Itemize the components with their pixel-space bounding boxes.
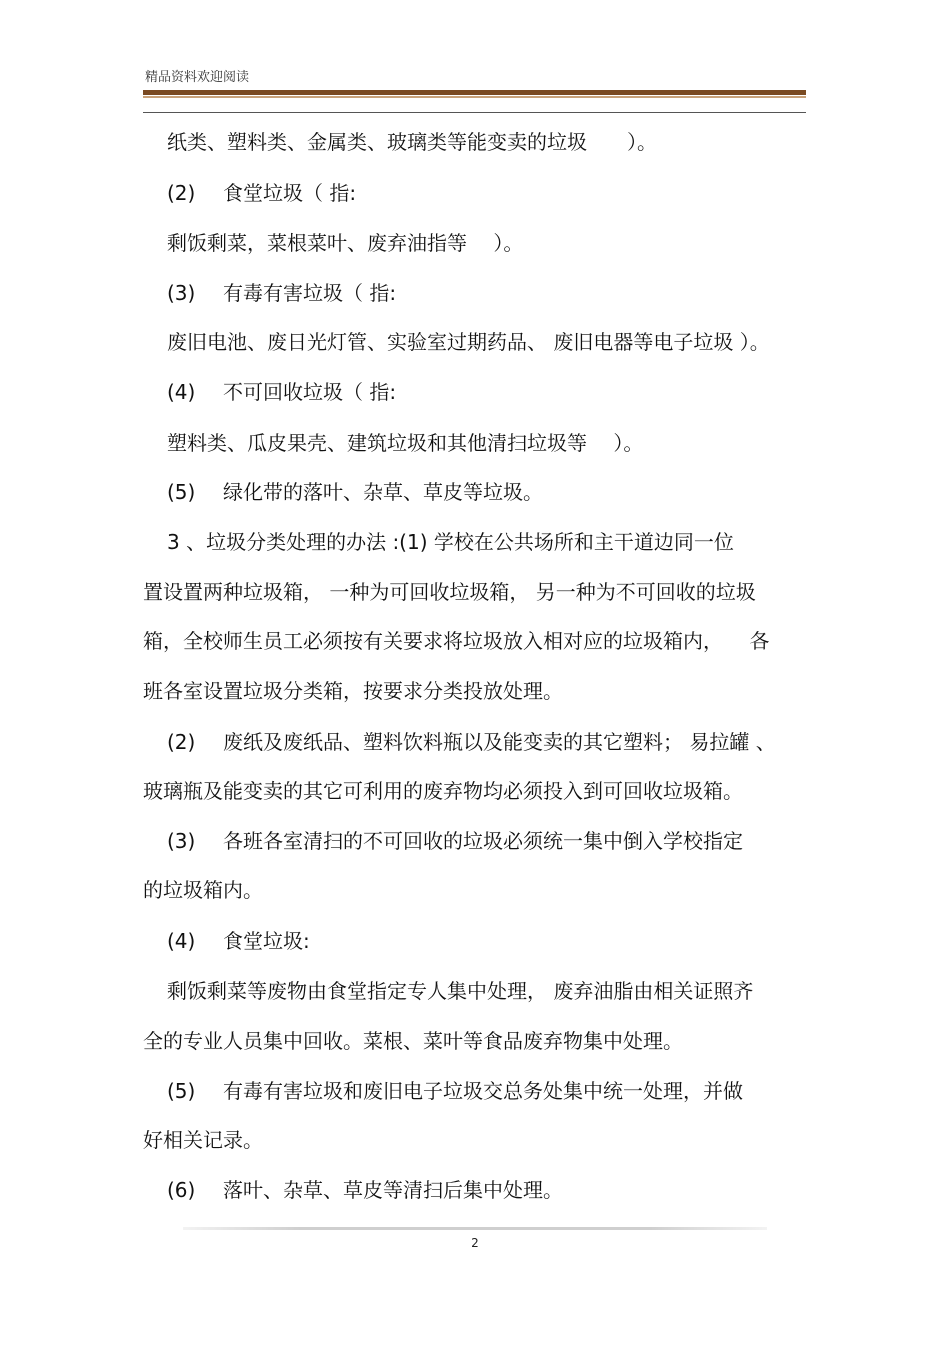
text-line: (3) 各班各室清扫的不可回收的垃圾必须统一集中倒入学校指定 xyxy=(167,829,743,853)
item-number: (3) xyxy=(167,829,196,853)
item-number: (6) xyxy=(167,1178,196,1202)
item-number: (5) xyxy=(167,480,196,504)
header-rule-accent xyxy=(143,96,806,98)
item-number: (2) xyxy=(167,730,196,754)
header-rule-thick xyxy=(143,90,806,95)
text-line: 班各室设置垃圾分类箱，按要求分类投放处理。 xyxy=(143,679,563,703)
text-line: 剩饭剩菜，菜根菜叶、废弃油指等 ）。 xyxy=(167,231,524,255)
text-line: (4) 不可回收垃圾（ 指: xyxy=(167,380,397,404)
text-line: 好相关记录。 xyxy=(143,1128,263,1152)
text-line: 剩饭剩菜等废物由食堂指定专人集中处理， 废弃油脂由相关证照齐 xyxy=(167,979,754,1003)
text-line: (4) 食堂垃圾: xyxy=(167,929,310,953)
item-number: (4) xyxy=(167,380,196,404)
item-number: (3) xyxy=(167,281,196,305)
text-line: 箱，全校师生员工必须按有关要求将垃圾放入相对应的垃圾箱内， 各 xyxy=(143,629,770,653)
text-line: (6) 落叶、杂草、草皮等清扫后集中处理。 xyxy=(167,1178,563,1202)
footer-rule xyxy=(183,1227,767,1230)
text-line: (2) 食堂垃圾（ 指: xyxy=(167,181,357,205)
item-number: (4) xyxy=(167,929,196,953)
text-line: 的垃圾箱内。 xyxy=(143,878,263,902)
text-line: 纸类、塑料类、金属类、玻璃类等能变卖的垃圾 ）。 xyxy=(167,130,657,154)
text-line: (3) 有毒有害垃圾（ 指: xyxy=(167,281,397,305)
item-number: (2) xyxy=(167,181,196,205)
text-line: (5) 有毒有害垃圾和废旧电子垃圾交总务处集中统一处理，并做 xyxy=(167,1079,743,1103)
text-line: 置设置两种垃圾箱， 一种为可回收垃圾箱， 另一种为不可回收的垃圾 xyxy=(143,580,756,604)
page-number: 2 xyxy=(471,1236,479,1250)
text-line: 塑料类、瓜皮果壳、建筑垃圾和其他清扫垃圾等 ）。 xyxy=(167,431,644,455)
text-line: 玻璃瓶及能变卖的其它可利用的废弃物均必须投入到可回收垃圾箱。 xyxy=(143,779,743,803)
text-line: 废旧电池、废日光灯管、实验室过期药品、 废旧电器等电子垃圾 ）。 xyxy=(167,330,770,354)
header-title: 精品资料欢迎阅读 xyxy=(145,70,250,85)
text-line: 3 、垃圾分类处理的办法 :(1) 学校在公共场所和主干道边同一位 xyxy=(167,530,734,554)
text-line: (5) 绿化带的落叶、杂草、草皮等垃圾。 xyxy=(167,480,543,504)
item-number: (5) xyxy=(167,1079,196,1103)
header-rule-thin xyxy=(143,112,806,113)
text-line: 全的专业人员集中回收。菜根、菜叶等食品废弃物集中处理。 xyxy=(143,1029,683,1053)
text-line: (2) 废纸及废纸品、塑料饮料瓶以及能变卖的其它塑料； 易拉罐 、 xyxy=(167,730,776,754)
